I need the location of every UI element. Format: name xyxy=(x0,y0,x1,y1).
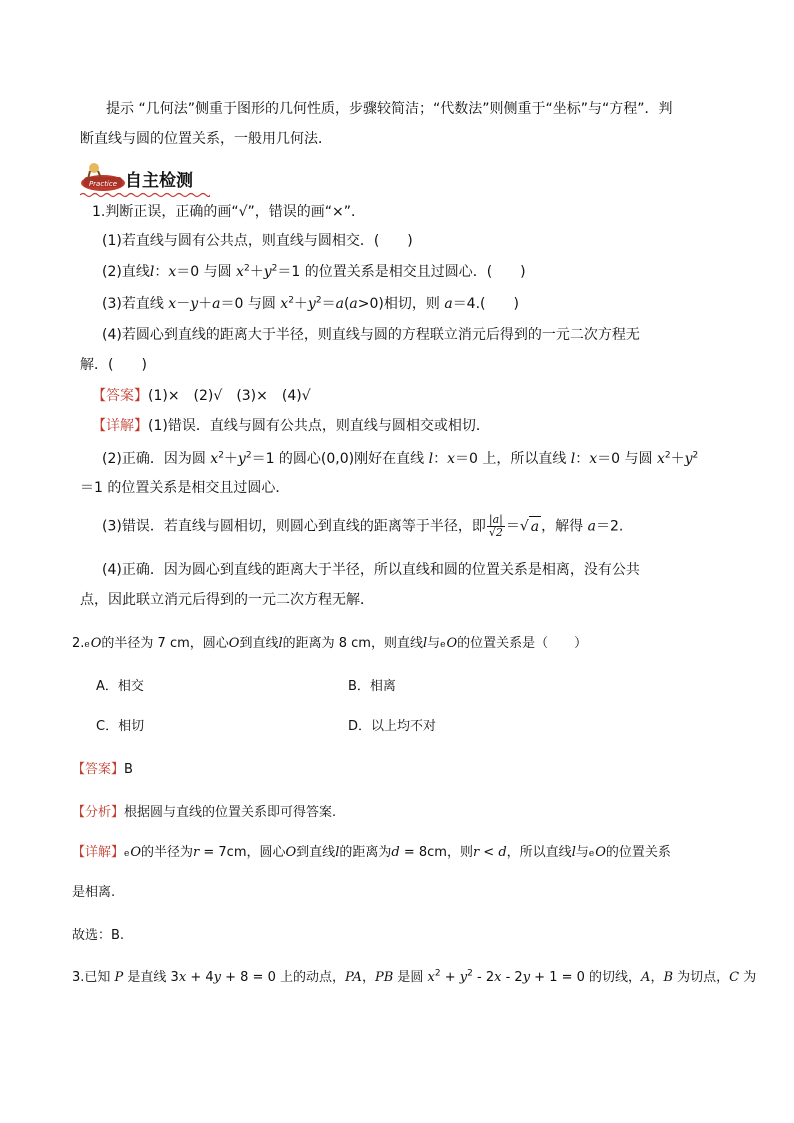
text-run: l xyxy=(428,451,434,467)
text-run: y xyxy=(684,451,693,467)
text-run: (4)正确．因为圆心到直线的距离大于半径，所以直线和圆的位置关系是相离，没有公共 xyxy=(102,562,640,578)
text-run: 根据圆与直线的位置关系即可得答案. xyxy=(124,805,337,820)
text-run: ＋ xyxy=(249,264,264,280)
text-run: 的半径为 7 cm，圆心 xyxy=(101,636,229,651)
text-run: = 8cm，则 xyxy=(399,845,473,860)
text-run: a xyxy=(529,516,541,537)
text-run: ， xyxy=(650,970,664,985)
text-run: 是圆 xyxy=(393,970,428,985)
text-run: y xyxy=(459,970,468,985)
q1-detail-3 xyxy=(102,514,623,539)
text-run: x xyxy=(427,970,435,985)
text-run: x xyxy=(656,451,665,467)
text-run: l xyxy=(149,264,155,280)
text-run: ： xyxy=(575,451,590,467)
text-run: ＋ xyxy=(293,296,308,312)
text-run: (1)× (2)√ (3)× (4)√ xyxy=(148,388,311,404)
text-run: a xyxy=(444,296,453,312)
text-run: － xyxy=(176,296,191,312)
text-run: (2)直线 xyxy=(102,264,150,280)
text-run: + 8 = 0 上的动点， xyxy=(220,970,345,985)
q2-option-b xyxy=(348,677,396,697)
text-run: ＋ xyxy=(670,451,685,467)
text-run: y xyxy=(190,296,199,312)
text-run: y xyxy=(522,970,531,985)
text-run: O xyxy=(285,845,297,860)
text-run: 2 xyxy=(218,450,224,461)
text-run: ＝4.( ) xyxy=(452,296,519,312)
text-run: l xyxy=(571,845,576,860)
text-run: l xyxy=(335,845,340,860)
text-run: 是相离. xyxy=(72,885,116,900)
q2-analysis xyxy=(72,803,336,823)
text-run: ＋ xyxy=(198,296,213,312)
text-run: (1)错误．直线与圆有公共点，则直线与圆相交或相切． xyxy=(148,418,490,434)
q1-statement-3 xyxy=(102,294,519,314)
text-run: >0)相切，则 xyxy=(357,296,445,312)
text-run: 【答案】 xyxy=(72,762,125,777)
text-run: a xyxy=(349,296,358,312)
text-run: 2 xyxy=(315,295,322,306)
text-run: 3.已知 xyxy=(72,970,115,985)
text-run: 的半径为 xyxy=(141,845,194,860)
text-run: ＝0 与圆 xyxy=(220,296,281,312)
text-run: ＋ xyxy=(223,451,238,467)
text-run: ， xyxy=(361,970,375,985)
text-run: y xyxy=(263,264,272,280)
text-run: √ xyxy=(519,518,529,535)
wavy-underline xyxy=(80,192,210,198)
hint-line-2 xyxy=(80,129,332,149)
text-run: l xyxy=(278,636,283,651)
text-run: l xyxy=(570,451,576,467)
text-run: (2)正确．因为圆 xyxy=(102,451,211,467)
q1-statement-2 xyxy=(102,262,526,282)
q1-detail-1 xyxy=(92,416,490,436)
text-run: a xyxy=(335,296,344,312)
text-run: y xyxy=(213,970,221,985)
text-run: e xyxy=(84,640,90,650)
text-run: d xyxy=(391,845,400,860)
hint-line-1 xyxy=(106,99,672,119)
q1-statement-4b xyxy=(80,355,147,375)
text-run: 2 xyxy=(692,450,699,461)
q2-option-c xyxy=(96,717,144,737)
text-run: (1)若直线与圆有公共点，则直线与圆相交．( ) xyxy=(102,233,413,249)
text-run: 与 xyxy=(575,845,589,860)
text-run: 为 xyxy=(739,970,757,985)
text-run: r xyxy=(472,845,480,860)
text-run: d xyxy=(498,845,507,860)
text-run: e xyxy=(124,849,130,859)
text-run: D．以上均不对 xyxy=(348,719,437,734)
text-run: 2 xyxy=(467,968,473,979)
text-run: + 4 xyxy=(186,970,214,985)
text-run: 【详解】 xyxy=(92,418,148,434)
text-run: 到直线 xyxy=(239,636,279,651)
text-run: ，解得 xyxy=(541,518,588,535)
text-run: ＝ xyxy=(321,296,336,312)
text-run: 到直线 xyxy=(296,845,336,860)
text-run: (3)错误．若直线与圆相切，则圆心到直线的距离等于半径，即 xyxy=(102,518,486,535)
q1-stem xyxy=(92,202,365,222)
q1-detail-2a xyxy=(102,449,698,469)
q1-detail-4b xyxy=(80,590,374,610)
text-run: O xyxy=(228,636,240,651)
text-run: ： xyxy=(433,451,448,467)
text-run: PB xyxy=(374,970,394,985)
text-run: P xyxy=(114,970,124,985)
text-run: - 2 xyxy=(501,970,523,985)
text-run: 1.判断正误，正确的画“√”，错误的画“×”． xyxy=(92,204,366,220)
text-run: 2. xyxy=(72,636,85,651)
text-run: |a| xyxy=(487,514,505,527)
text-run: x xyxy=(168,264,177,280)
q1-detail-2b xyxy=(80,478,289,498)
text-run: C xyxy=(729,970,740,985)
section-title: 自主检测 xyxy=(125,171,193,191)
text-run: ＝1 的位置关系是相交且过圆心． xyxy=(80,480,290,496)
text-run: 的位置关系 xyxy=(605,845,671,860)
q2-option-d xyxy=(348,717,436,737)
text-run: x xyxy=(280,296,289,312)
text-run: 故选：B. xyxy=(72,928,125,943)
text-run: O xyxy=(446,636,458,651)
text-run: 解．( ) xyxy=(80,357,147,373)
q2-detail-2 xyxy=(72,883,115,903)
text-run: l xyxy=(422,636,428,651)
text-run: y xyxy=(307,296,316,312)
text-run: PA xyxy=(344,970,362,985)
text-run: (3)若直线 xyxy=(102,296,169,312)
text-run: A．相交 xyxy=(96,679,144,694)
text-run: x xyxy=(236,264,244,280)
text-run: ＝0 与圆 xyxy=(597,451,657,467)
text-run: x xyxy=(494,970,502,985)
text-run: (4)若圆心到直线的距离大于半径，则直线与圆的方程联立消元后得到的一元二次方程无 xyxy=(102,327,640,343)
text-run: 与 xyxy=(427,636,441,651)
text-run: 点，因此联立消元后得到的一元二次方程无解． xyxy=(80,592,374,608)
text-run: x xyxy=(210,451,219,467)
text-run: x xyxy=(447,451,455,467)
text-run: ＝0 上，所以直线 xyxy=(454,451,571,467)
q3-stem xyxy=(72,968,756,988)
text-run: B xyxy=(124,762,133,777)
text-run: e xyxy=(440,640,446,650)
text-run: x xyxy=(168,296,177,312)
text-run: < xyxy=(479,845,499,860)
text-run: ( xyxy=(343,296,350,312)
text-run: ： xyxy=(154,264,169,280)
text-run: 断直线与圆的位置关系，一般用几何法． xyxy=(80,131,332,147)
q2-answer xyxy=(72,760,133,780)
text-run: 2 xyxy=(434,968,441,979)
text-run: A xyxy=(641,970,651,985)
text-run: 的位置关系是（ ） xyxy=(457,636,588,651)
text-run: 为切点， xyxy=(673,970,730,985)
text-run: 【详解】 xyxy=(72,845,125,860)
text-run: √2 xyxy=(488,526,503,539)
text-run: ＝0 与圆 xyxy=(176,264,237,280)
q2-selection xyxy=(72,926,124,946)
text-run: e xyxy=(588,849,595,859)
text-run: = 7cm，圆心 xyxy=(199,845,286,860)
text-run: ，所以直线 xyxy=(506,845,572,860)
text-run: ＝ xyxy=(505,518,520,535)
text-run: 是直线 3 xyxy=(123,970,179,985)
text-run: C．相切 xyxy=(96,719,145,734)
text-run: x xyxy=(589,451,598,467)
text-run: x xyxy=(178,970,187,985)
text-run: y xyxy=(237,451,246,467)
q1-statement-4a xyxy=(102,325,640,345)
text-run: B．相离 xyxy=(348,679,396,694)
text-run: - 2 xyxy=(472,970,495,985)
text-run: 2 xyxy=(664,450,671,461)
text-run: 【答案】 xyxy=(92,388,148,404)
text-run: ＝1 的圆心(0,0)刚好在直线 xyxy=(251,451,429,467)
q2-stem xyxy=(72,634,587,655)
text-run: O xyxy=(595,845,606,860)
text-run: ＝2. xyxy=(595,518,624,535)
q1-statement-1 xyxy=(102,231,413,251)
text-run: 2 xyxy=(288,295,294,306)
fraction xyxy=(487,514,505,539)
text-run: 【分析】 xyxy=(72,805,125,820)
text-run: a xyxy=(587,518,596,535)
text-run: 2 xyxy=(245,450,252,461)
q1-answer xyxy=(92,386,311,406)
text-run: a xyxy=(212,296,221,312)
text-run: ＝1 的位置关系是相交且过圆心．( ) xyxy=(277,264,526,280)
text-run: r xyxy=(193,845,200,860)
text-run: 2 xyxy=(243,263,250,274)
q2-option-a xyxy=(96,677,144,697)
text-run: 2 xyxy=(271,263,278,274)
q2-detail-1 xyxy=(72,843,671,864)
practice-logo-icon xyxy=(80,159,126,193)
text-run: O xyxy=(130,845,142,860)
text-run: + 1 = 0 的切线， xyxy=(530,970,642,985)
text-run: + xyxy=(440,970,460,985)
text-run: 的距离为 xyxy=(339,845,392,860)
text-run: B xyxy=(663,970,674,985)
q1-detail-4a xyxy=(102,560,640,580)
text-run: Practice xyxy=(88,180,118,188)
text-run: O xyxy=(90,636,102,651)
text-run: 的距离为 8 cm，则直线 xyxy=(282,636,423,651)
text-run: 提示 “几何法”侧重于图形的几何性质，步骤较简洁；“代数法”则侧重于“坐标”与“方程”．判 xyxy=(106,101,673,117)
